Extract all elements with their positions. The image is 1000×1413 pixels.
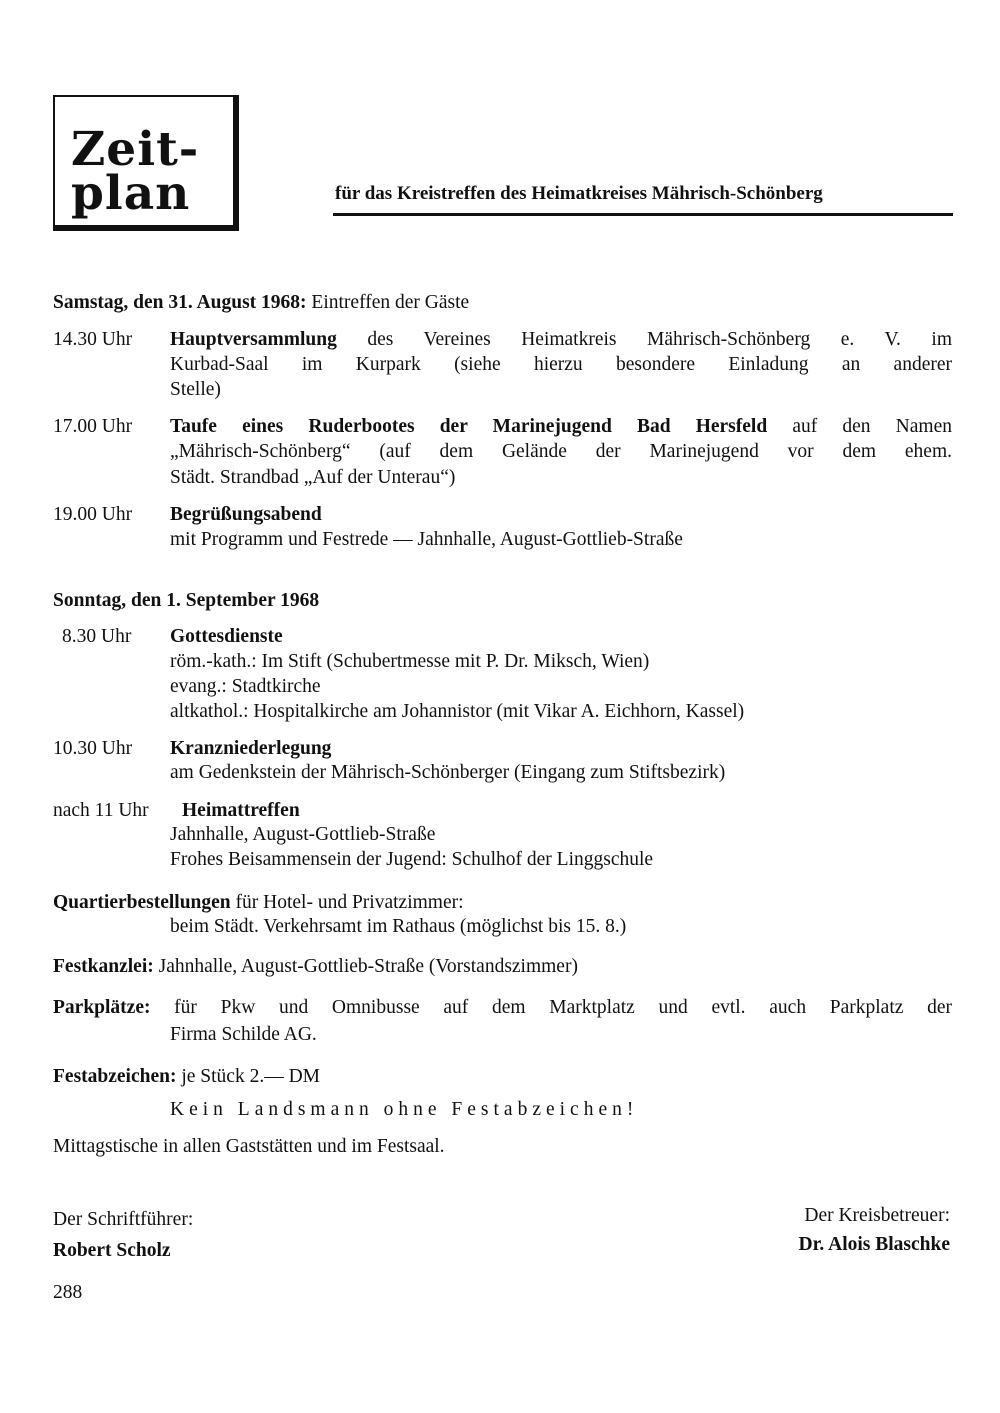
event-line: Jahnhalle, August-Gottlieb-Straße (170, 824, 436, 845)
secretary-role: Der Schriftführer: (53, 1209, 194, 1230)
event-line: evang.: Stadtkirche (170, 676, 321, 697)
quartier-text: für Hotel- und Privatzimmer: (230, 892, 464, 913)
district-officer-name: Dr. Alois Blaschke (798, 1234, 950, 1255)
festkanzlei-text: Jahnhalle, August-Gottlieb-Straße (Vorstandszimmer) (153, 956, 578, 977)
event-time: 10.30 Uhr (53, 738, 133, 759)
event-line: des Vereines Heimatkreis Mährisch-Schönberg e. V. im (336, 329, 952, 350)
subtitle-rule (333, 213, 953, 216)
badge-price: je Stück 2.— DM (176, 1066, 321, 1087)
event-title: Heimattreffen (182, 800, 300, 821)
event-line: Stelle) (170, 379, 221, 400)
event-title: Kranzniederlegung (170, 738, 332, 759)
festkanzlei-info (53, 955, 578, 979)
event-title: Taufe eines Ruderbootes der Marinejugend Bad Hersfeld (170, 416, 768, 437)
saturday-heading (53, 291, 469, 315)
event-time: nach 11 Uhr (53, 800, 149, 821)
badge-label: Festabzeichen: (53, 1066, 177, 1087)
event-text (170, 415, 952, 439)
event-line: Frohes Beisammensein der Jugend: Schulhof der Linggschule (170, 849, 654, 870)
sunday-heading: Sonntag, den 1. September 1968 (53, 590, 320, 611)
subtitle: für das Kreistreffen des Heimatkreises Mährisch-Schönberg (335, 183, 823, 204)
secretary-name: Robert Scholz (53, 1240, 171, 1261)
saturday-date: Samstag, den 31. August 1968: (53, 292, 307, 313)
district-officer-role: Der Kreisbetreuer: (804, 1205, 950, 1226)
badge-info (53, 1065, 320, 1089)
festkanzlei-label: Festkanzlei: (53, 956, 154, 977)
lunch-info: Mittagstische in allen Gaststätten und im Festsaal. (53, 1136, 445, 1157)
event-line: „Mährisch-Schönberg“ (auf dem Gelände der Marinejugend vor dem ehem. (170, 441, 952, 462)
parking-line: Firma Schilde AG. (170, 1024, 317, 1045)
title-box (53, 95, 239, 231)
parking-text: für Pkw und Omnibusse auf dem Marktplatz und evtl. auch Parkplatz der (150, 997, 952, 1018)
title-line-1: Zeit- (71, 122, 200, 177)
event-text (170, 328, 952, 352)
event-time: 8.30 Uhr (62, 626, 132, 647)
event-title: Begrüßungsabend (170, 504, 322, 525)
event-line: mit Programm und Festrede — Jahnhalle, August-Gottlieb-Straße (170, 529, 683, 550)
event-line: Städt. Strandbad „Auf der Unterau“) (170, 467, 456, 488)
event-line: röm.-kath.: Im Stift (Schubertmesse mit P. Dr. Miksch, Wien) (170, 651, 650, 672)
slogan: Kein Landsmann ohne Festabzeichen! (170, 1099, 639, 1120)
event-line: Kurbad-Saal im Kurpark (siehe hierzu besondere Einladung an anderer (170, 354, 952, 375)
quartier-line: beim Städt. Verkehrsamt im Rathaus (möglichst bis 15. 8.) (170, 916, 627, 937)
event-time: 19.00 Uhr (53, 504, 133, 525)
event-line: am Gedenkstein der Mährisch-Schönberger (Eingang zum Stiftsbezirk) (170, 762, 726, 783)
saturday-note: Eintreffen der Gäste (306, 292, 470, 313)
page-number: 288 (53, 1282, 83, 1303)
title-line-2: plan (71, 166, 191, 221)
parking-label: Parkplätze: (53, 997, 151, 1018)
event-title: Hauptversammlung (170, 329, 337, 350)
event-line: auf den Namen (767, 416, 952, 437)
parking-info (53, 996, 952, 1020)
quartier-label: Quartierbestellungen (53, 892, 231, 913)
event-line: altkathol.: Hospitalkirche am Johannistor (mit Vikar A. Eichhorn, Kassel) (170, 701, 745, 722)
event-time: 14.30 Uhr (53, 329, 133, 350)
event-title: Gottesdienste (170, 626, 283, 647)
event-time: 17.00 Uhr (53, 416, 133, 437)
quartier-info (53, 891, 464, 915)
